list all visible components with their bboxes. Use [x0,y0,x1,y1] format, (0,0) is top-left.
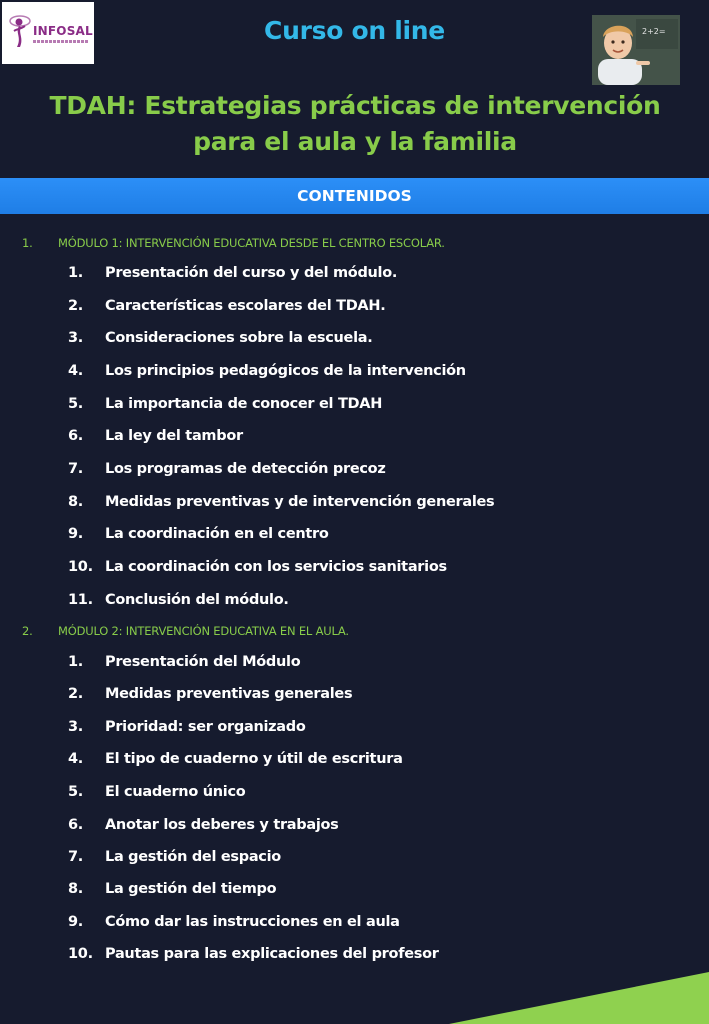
list-item [68,392,382,416]
item-text: Consideraciones sobre la escuela. [105,330,373,346]
corner-decoration [449,972,709,1024]
item-text: Conclusión del módulo. [105,592,289,608]
chalkboard-text: 2+2= [642,27,666,36]
child-photo [592,15,680,85]
module-heading [22,233,445,253]
item-number: 4. [68,363,83,379]
list-item [68,490,494,514]
list-item [68,555,447,579]
list-item [68,650,300,674]
module-number: 2. [22,624,33,638]
item-text: La coordinación en el centro [105,526,329,542]
item-text: La coordinación con los servicios sanitarios [105,559,447,575]
item-text: El cuaderno único [105,784,246,800]
item-text: Presentación del Módulo [105,654,301,670]
list-item [68,877,276,901]
module-title: MÓDULO 2: INTERVENCIÓN EDUCATIVA EN EL AULA. [58,624,349,638]
list-item [68,780,245,804]
main-title [30,88,680,160]
item-text: Los principios pedagógicos de la intervención [105,363,466,379]
item-text: Medidas preventivas y de intervención generales [105,494,495,510]
list-item [68,457,385,481]
list-item [68,294,385,318]
item-number: 1. [68,654,83,670]
item-text: El tipo de cuaderno y útil de escritura [105,751,403,767]
list-item [68,588,289,612]
module-number: 1. [22,236,33,250]
item-text: Anotar los deberes y trabajos [105,817,339,833]
item-number: 2. [68,686,83,702]
item-number: 1. [68,265,83,281]
item-number: 3. [68,330,83,346]
item-text: La ley del tambor [105,428,243,444]
item-text: Prioridad: ser organizado [105,719,306,735]
item-number: 6. [68,817,83,833]
list-item [68,942,439,966]
course-label: Curso on line [264,16,445,45]
list-item [68,682,352,706]
list-item [68,424,243,448]
module-heading [22,621,349,641]
list-item [68,910,400,934]
item-number: 11. [68,592,93,608]
item-number: 8. [68,494,83,510]
list-item [68,845,281,869]
main-title-line-1: TDAH: Estrategias prácticas de intervención [49,91,661,120]
main-title-line-2: para el aula y la familia [193,127,517,156]
item-text: Características escolares del TDAH. [105,298,386,314]
item-number: 5. [68,396,83,412]
item-number: 9. [68,914,83,930]
item-number: 8. [68,881,83,897]
list-item [68,261,397,285]
list-item [68,522,329,546]
item-text: Medidas preventivas generales [105,686,353,702]
item-text: La gestión del espacio [105,849,281,865]
item-number: 7. [68,849,83,865]
list-item [68,715,306,739]
item-number: 10. [68,946,93,962]
logo-text: INFOSAL [33,23,93,38]
item-text: Cómo dar las instrucciones en el aula [105,914,400,930]
module-title: MÓDULO 1: INTERVENCIÓN EDUCATIVA DESDE EL CENTRO ESCOLAR. [58,236,445,250]
item-number: 7. [68,461,83,477]
contents-heading-bar [0,178,709,214]
child-at-chalkboard-icon [592,15,680,85]
item-text: La importancia de conocer el TDAH [105,396,383,412]
item-number: 5. [68,784,83,800]
list-item [68,359,466,383]
item-number: 4. [68,751,83,767]
item-number: 10. [68,559,93,575]
list-item [68,813,339,837]
list-item [68,747,403,771]
item-text: Pautas para las explicaciones del profesor [105,946,439,962]
list-item [68,326,372,350]
item-number: 9. [68,526,83,542]
item-text: Presentación del curso y del módulo. [105,265,398,281]
item-text: La gestión del tiempo [105,881,277,897]
item-number: 3. [68,719,83,735]
contents-heading: CONTENIDOS [297,187,412,205]
item-number: 6. [68,428,83,444]
item-number: 2. [68,298,83,314]
item-text: Los programas de detección precoz [105,461,386,477]
